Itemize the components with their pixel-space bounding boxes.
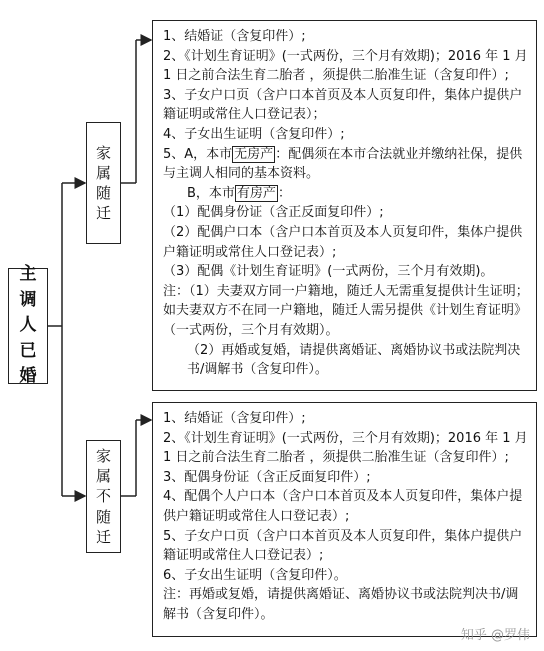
root-node-married-applicant: [8, 264, 48, 387]
upper-requirements-panel: [152, 20, 537, 391]
condition-char: 迁: [95, 204, 111, 223]
requirement-item: 1、结婚证（含复印件）;: [163, 411, 306, 426]
zhihu-watermark: 知乎 @罗伟: [460, 628, 530, 643]
requirement-item-5b: [163, 184, 530, 204]
condition-char: 家: [95, 446, 111, 465]
item5b-prefix: B，本市: [187, 185, 235, 201]
item5a-suffix: ：配偶须在本市合法就业并缴纳社保，提供与主调人相同的基本资料。: [163, 146, 523, 182]
root-char: 已: [19, 340, 37, 361]
condition-char: 迁: [95, 527, 111, 546]
condition-char: 家: [95, 143, 111, 162]
has-property-label: 有房产: [236, 185, 276, 201]
note-line: （2）再婚或复婚，请提供离婚证、离婚协议书或法院判决书/调解书（含复印件）。: [187, 342, 521, 378]
item5a-prefix: 5、A，本市: [163, 146, 233, 162]
sub-requirement: （2）配偶户口本（含户口本首页及本人页复印件，集体户提供户籍证明或常住人口登记表）;: [163, 224, 523, 260]
root-char: 主: [19, 264, 37, 285]
requirement-item: 1、结婚证（含复印件）;: [163, 29, 306, 44]
condition-char: 随: [95, 184, 111, 202]
sub-requirement: （3）配偶《计划生育证明》(一式两份，三个月有效期)。: [163, 264, 494, 280]
note-line: 注：再婚或复婚，请提供离婚证、离婚协议书或法院判决书/调解书（含复印件）。: [163, 587, 519, 622]
requirement-item: 4、配偶个人户口本（含户口本首页及本人页复印件，集体户提供户籍证明或常住人口登记表）;: [163, 489, 523, 524]
condition-family-not-relocate: [86, 440, 121, 553]
requirement-item: 4、子女出生证明（含复印件）;: [163, 126, 345, 142]
note-line: 注：（1）夫妻双方同一户籍地，随迁人无需重复提供计生证明；如夫妻双方不在同一户籍地，随迁人需另提供《计划生育证明》（一式两份，三个月有效期）。: [163, 283, 529, 338]
root-char: 人: [19, 315, 37, 336]
condition-char: 属: [95, 163, 111, 182]
lower-requirements-panel: [152, 402, 537, 637]
condition-char: 属: [95, 467, 111, 486]
no-property-label: 无房产: [234, 146, 274, 162]
condition-char: 随: [95, 507, 111, 526]
requirement-item: 2、《计划生育证明》(一式两份，三个月有效期)；2016 年 1 月 1 日之前合法生育二胎者 ，须提供二胎准生证（含复印件）;: [163, 48, 528, 84]
condition-family-relocate: [86, 122, 121, 244]
requirement-item-5a: [163, 145, 530, 184]
requirement-item: 5、子女户口页（含户口本首页及本人页复印件，集体户提供户籍证明或常住人口登记表）;: [163, 528, 523, 564]
requirement-item: 6、子女出生证明（含复印件）。: [163, 567, 347, 583]
root-char: 婚: [19, 366, 37, 387]
condition-char: 不: [95, 487, 111, 506]
requirement-item: 3、子女户口页（含户口本首页及本人页复印件，集体户提供户籍证明或常住人口登记表）；: [163, 87, 523, 123]
requirement-item: 2、《计划生育证明》(一式两份，三个月有效期)；2016 年 1 月 1 日之前合法生育二胎者 ，须提供二胎准生证（含复印件）;: [163, 430, 528, 466]
item5b-suffix: ：: [277, 185, 291, 201]
requirement-item: 3、配偶身份证（含正反面复印件）;: [163, 469, 371, 485]
root-char: 调: [19, 289, 37, 310]
sub-requirement: （1）配偶身份证（含正反面复印件）;: [163, 205, 384, 221]
